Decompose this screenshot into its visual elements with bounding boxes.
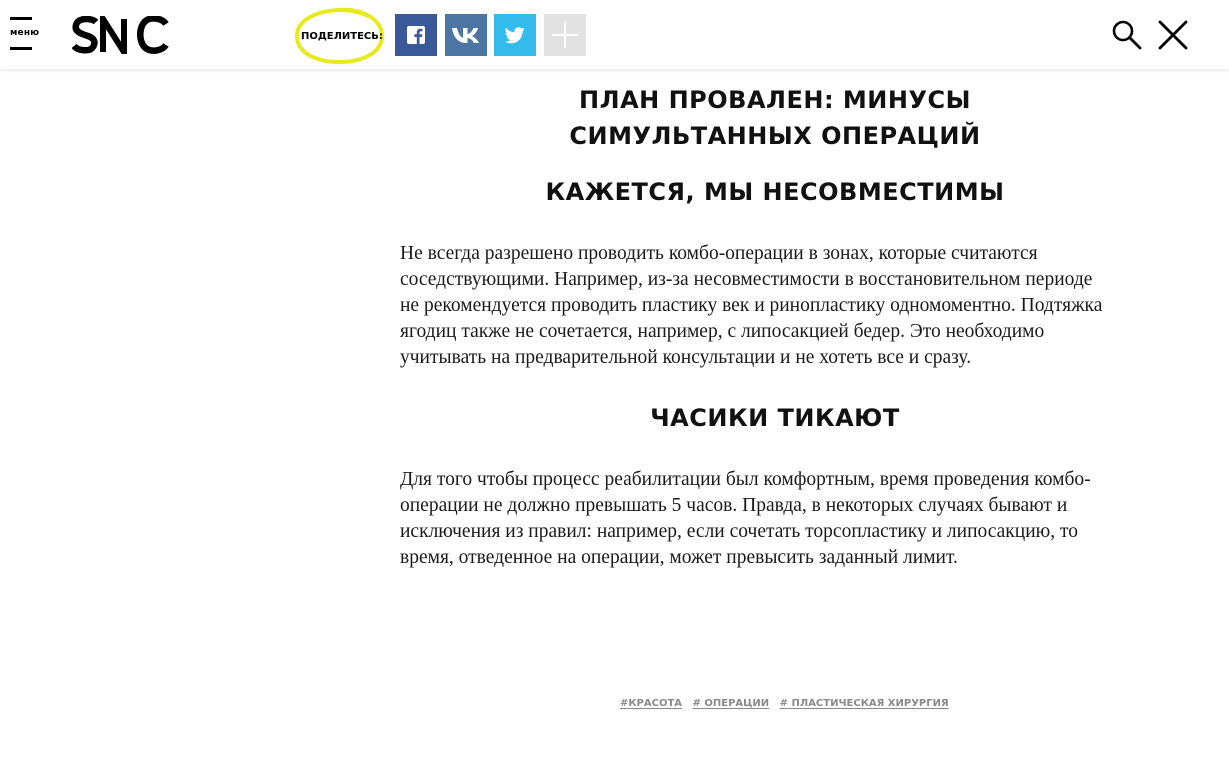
article-title-line: СИМУЛЬТАННЫХ ОПЕРАЦИЙ [569,122,981,150]
menu-bar-bottom [10,47,32,50]
twitter-icon [505,27,525,44]
paragraph-line: операции не должно превышать 5 часов. Правда, в некоторых случаях бывают и [400,495,1068,516]
search-button[interactable] [1111,19,1143,51]
share-label: ПОДЕЛИТЕСЬ: [301,31,383,42]
tag-link-operations[interactable]: # ОПЕРАЦИИ [692,698,770,709]
paragraph-line: исключения из правил: например, если сочетать торсопластику и липосакцию, то [400,521,1078,542]
paragraph-line: время, отведенное на операции, может превысить заданный лимит. [400,547,958,568]
paragraph-line: Для того чтобы процесс реабилитации был комфортным, время проведения комбо- [400,469,1091,490]
section-paragraph [400,467,1150,571]
menu-label: меню [10,28,40,38]
paragraph-line: Не всегда разрешено проводить комбо-операции в зонах, которые считаются [400,243,1038,264]
section-heading: КАЖЕТСЯ, МЫ НЕСОВМЕСТИМЫ [545,178,1005,206]
close-button[interactable] [1157,19,1189,51]
tag-link-plastic-surgery[interactable]: # ПЛАСТИЧЕСКАЯ ХИРУРГИЯ [779,698,949,709]
section-paragraph [400,241,1150,371]
tag-link-beauty[interactable]: #КРАСОТА [620,698,683,709]
paragraph-line: не рекомендуется проводить пластику век и ринопластику одномоментно. Подтяжка [400,295,1103,316]
search-icon [1111,19,1143,51]
share-block [294,6,386,66]
vk-share-button[interactable] [445,14,487,56]
logo-mark [72,16,170,54]
menu-bar-top [10,17,32,20]
article-section-title [400,82,1150,154]
article-title-line: ПЛАН ПРОВАЛЕН: МИНУСЫ [579,86,971,114]
plus-icon [551,21,579,49]
article-tags [620,698,956,709]
facebook-icon [406,25,426,45]
facebook-share-button[interactable] [395,14,437,56]
menu-button[interactable] [8,17,42,51]
site-header [0,0,1229,69]
section-heading: ЧАСИКИ ТИКАЮТ [650,404,900,432]
paragraph-line: соседствующими. Например, из-за несовместимости в восстановительном периоде [400,269,1093,290]
paragraph-line: учитывать на предварительной консультации и не хотеть все и сразу. [400,347,972,368]
twitter-share-button[interactable] [494,14,536,56]
vk-icon [451,26,481,44]
paragraph-line: ягодиц также не сочетается, например, с липосакцией бедер. Это необходимо [400,321,1045,342]
close-icon [1157,19,1189,51]
site-logo[interactable] [72,16,170,54]
more-share-button[interactable] [544,14,586,56]
